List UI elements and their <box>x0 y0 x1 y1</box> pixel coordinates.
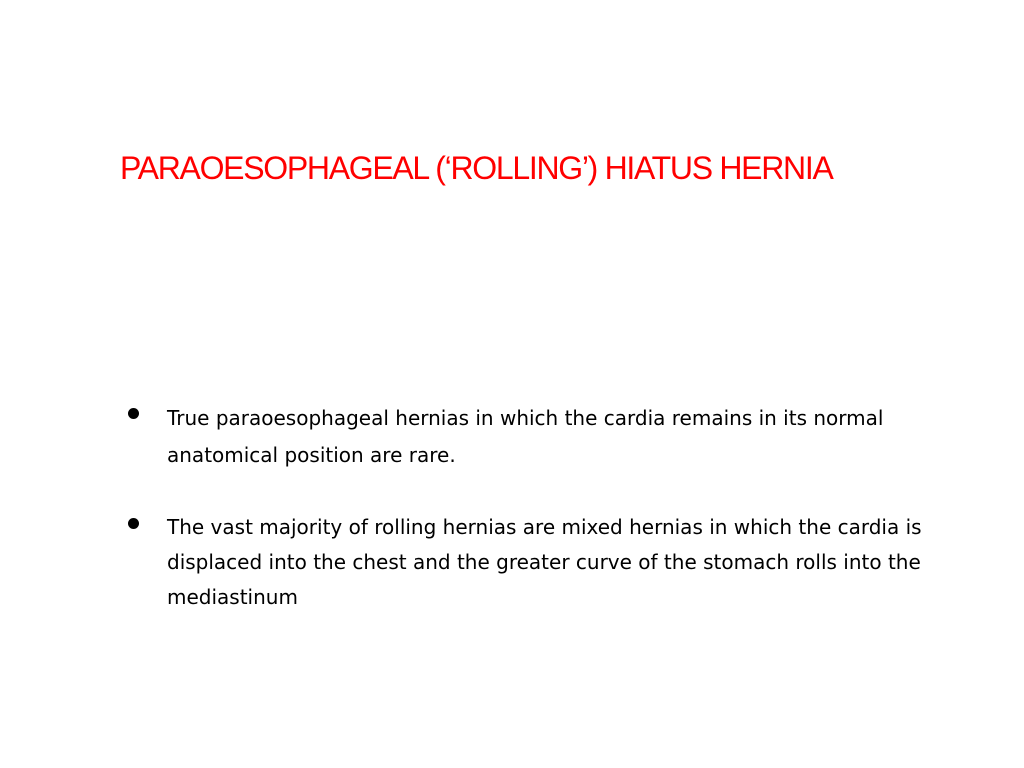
list-item <box>124 400 944 474</box>
bullet-text: The vast majority of rolling hernias are mixed hernias in which the cardia is displaced into the chest and the greater curve of the stomach rolls into the mediastinum <box>167 515 922 609</box>
bullet-list <box>124 400 944 651</box>
bullet-dot-icon <box>128 518 139 529</box>
list-item <box>124 510 944 615</box>
bullet-dot-icon <box>128 408 139 419</box>
slide-title: PARAOESOPHAGEAL (‘ROLLING’) HIATUS HERNIA <box>120 150 833 186</box>
bullet-text: True paraoesophageal hernias in which the cardia remains in its normal anatomical position are rare. <box>167 406 884 467</box>
